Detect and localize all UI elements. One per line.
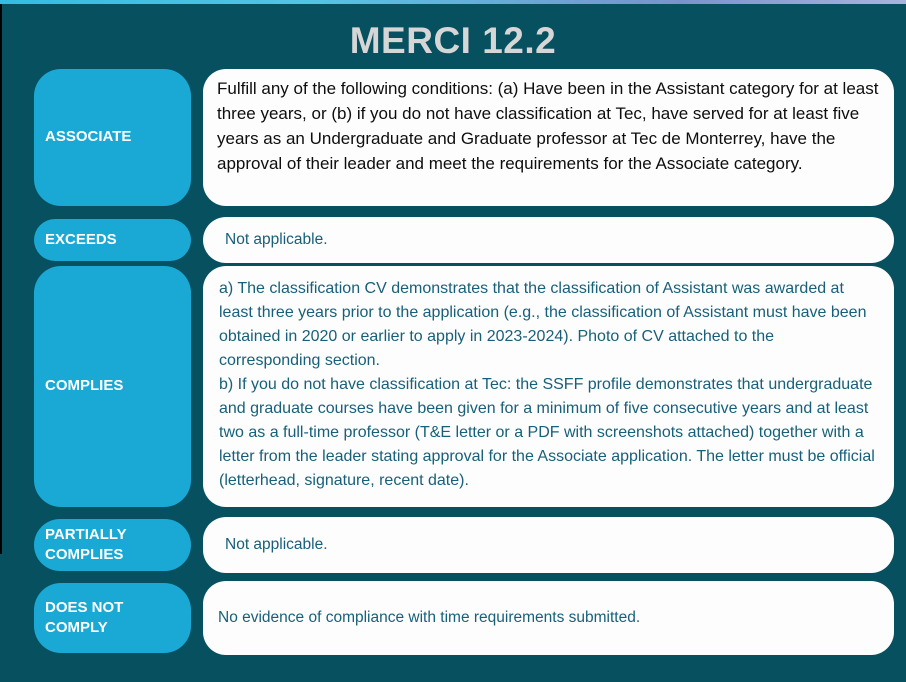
content-box-exceeds — [203, 217, 894, 263]
label-text-partially-complies: PARTIALLY COMPLIES — [45, 525, 127, 563]
label-text-does-not-comply: DOES NOT COMPLY — [45, 598, 124, 636]
rubric-row-associate — [34, 69, 894, 206]
label-text-complies: COMPLIES — [45, 377, 124, 395]
top-accent-bar — [0, 0, 906, 4]
label-pill-complies — [34, 266, 191, 507]
content-paragraph-b: b) If you do not have classification at Tec: the SSFF profile demonstrates that undergraduate and graduate courses have been given for a minimum of five consecutive years and at least two as a full-time professor (T&E letter or a PDF with screenshots attached) together with a letter from the leader stating approval for the Associate application. The letter must be official (letterhead, signature, recent date). — [219, 376, 875, 489]
rubric-row-exceeds — [34, 217, 894, 263]
label-pill-does-not-comply — [34, 583, 191, 653]
rubric-row-complies — [34, 266, 894, 507]
content-text-partially-complies: Not applicable. — [225, 536, 328, 553]
rubric-row-does-not-comply — [34, 581, 894, 655]
label-text-associate: ASSOCIATE — [45, 128, 132, 146]
label-text-exceeds: EXCEEDS — [45, 230, 117, 248]
content-paragraph-a: a) The classification CV demonstrates that the classification of Assistant was awarded at least three years prior to the application (e.g., the classification of Assistant must have been obtained in 2020 or earlier to apply in 2023-2024). Photo of CV attached to the corresponding section. — [219, 280, 867, 369]
content-box-partially-complies — [203, 517, 894, 573]
rubric-row-partially-complies — [34, 517, 894, 573]
content-text-associate: Fulfill any of the following conditions: (a) Have been in the Assistant category for at least three years, or (b) if you do not have classification at Tec, have served for at least five years as an Undergraduate and Graduate professor at Tec de Monterrey, have the approval of their leader and meet the requirements for the Associate category. — [217, 79, 879, 173]
left-border-line — [0, 4, 2, 554]
content-text-exceeds: Not applicable. — [225, 231, 328, 248]
label-pill-partially-complies — [34, 519, 191, 571]
page-title: MERCI 12.2 — [349, 20, 557, 61]
content-box-does-not-comply — [203, 581, 894, 655]
label-pill-exceeds — [34, 219, 191, 261]
content-text-does-not-comply: No evidence of compliance with time requirements submitted. — [218, 609, 641, 626]
content-box-associate — [203, 69, 894, 206]
content-box-complies — [203, 266, 894, 507]
label-pill-associate — [34, 69, 191, 206]
